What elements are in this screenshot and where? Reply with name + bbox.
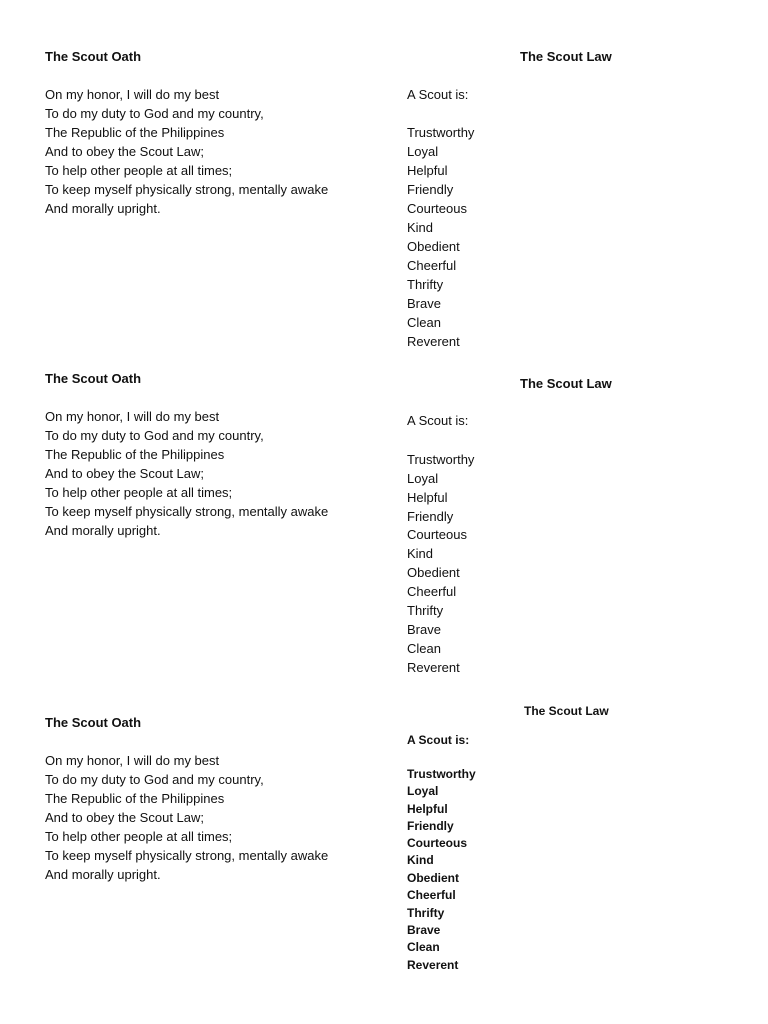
law-item: Trustworthy [407, 452, 475, 467]
law-item: Clean [407, 940, 440, 954]
law-title: The Scout Law [520, 49, 612, 64]
law-item: Loyal [407, 471, 439, 486]
law-item: Courteous [407, 201, 467, 216]
law-item: Reverent [407, 334, 460, 349]
law-item: Cheerful [407, 584, 457, 599]
law-item: Helpful [407, 490, 448, 505]
law-item: Thrifty [407, 603, 444, 618]
oath-line: On my honor, I will do my best [45, 753, 220, 768]
law-item: Clean [407, 641, 441, 656]
oath-title: The Scout Oath [45, 371, 142, 386]
law-item: Kind [407, 853, 434, 867]
oath-line: To help other people at all times; [45, 485, 233, 500]
law-item: Reverent [407, 660, 460, 675]
law-item: Obedient [407, 565, 460, 580]
law-item: Courteous [407, 527, 467, 542]
oath-line: And morally upright. [45, 201, 161, 216]
oath-line: To keep myself physically strong, mentally awake [45, 182, 329, 197]
oath-line: And to obey the Scout Law; [45, 810, 204, 825]
oath-line: To do my duty to God and my country, [45, 428, 264, 443]
law-item: Thrifty [407, 277, 444, 292]
law-item: Brave [407, 622, 441, 637]
law-item: Reverent [407, 958, 459, 972]
law-item: Kind [407, 220, 434, 235]
oath-line: The Republic of the Philippines [45, 447, 225, 462]
law-item: Helpful [407, 802, 448, 816]
oath-line: To do my duty to God and my country, [45, 772, 264, 787]
oath-line: And to obey the Scout Law; [45, 466, 204, 481]
oath-title: The Scout Oath [45, 715, 142, 730]
law-item: Loyal [407, 784, 439, 798]
oath-line: To do my duty to God and my country, [45, 106, 264, 121]
law-item: Friendly [407, 182, 454, 197]
oath-line: And morally upright. [45, 523, 161, 538]
oath-line: To help other people at all times; [45, 163, 233, 178]
law-item: Obedient [407, 239, 460, 254]
law-item: Trustworthy [407, 767, 476, 781]
oath-line: The Republic of the Philippines [45, 125, 225, 140]
law-item: Trustworthy [407, 125, 475, 140]
law-intro: A Scout is: [407, 87, 469, 102]
law-title: The Scout Law [524, 704, 609, 718]
law-item: Thrifty [407, 906, 445, 920]
law-intro: A Scout is: [407, 413, 469, 428]
law-item: Courteous [407, 836, 467, 850]
law-item: Cheerful [407, 888, 456, 902]
oath-line: To keep myself physically strong, mentally awake [45, 504, 329, 519]
law-item: Cheerful [407, 258, 457, 273]
oath-line: To help other people at all times; [45, 829, 233, 844]
oath-line: To keep myself physically strong, mentally awake [45, 848, 329, 863]
law-item: Helpful [407, 163, 448, 178]
law-item: Brave [407, 923, 441, 937]
law-item: Kind [407, 546, 434, 561]
oath-line: And morally upright. [45, 867, 161, 882]
law-item: Clean [407, 315, 441, 330]
law-item: Obedient [407, 871, 460, 885]
oath-line: On my honor, I will do my best [45, 409, 220, 424]
oath-line: And to obey the Scout Law; [45, 144, 204, 159]
law-intro: A Scout is: [407, 733, 470, 747]
law-item: Friendly [407, 819, 454, 833]
law-item: Brave [407, 296, 441, 311]
law-title: The Scout Law [520, 376, 612, 391]
oath-line: The Republic of the Philippines [45, 791, 225, 806]
oath-line: On my honor, I will do my best [45, 87, 220, 102]
oath-title: The Scout Oath [45, 49, 142, 64]
law-item: Loyal [407, 144, 439, 159]
law-item: Friendly [407, 509, 454, 524]
